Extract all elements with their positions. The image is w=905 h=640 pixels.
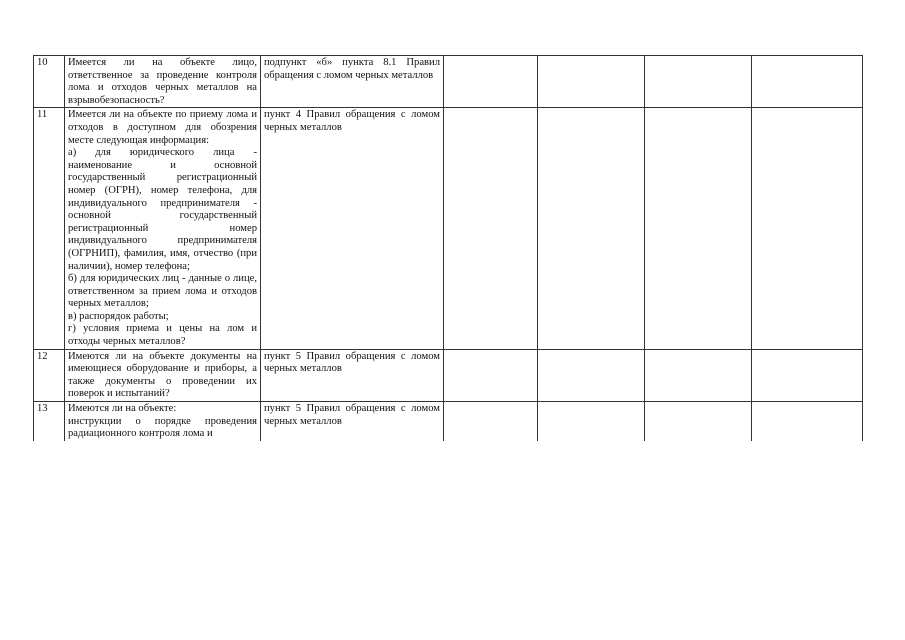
answer-cell-3 <box>645 108 752 349</box>
answer-cell-4 <box>752 349 863 401</box>
table-row <box>34 349 863 401</box>
reference-cell: пункт 5 Правил обращения с ломом черных металлов <box>261 349 444 401</box>
question-cell <box>65 56 261 108</box>
question-item-c: в) распорядок работы; <box>68 310 169 322</box>
question-text: Имеются ли на объекте документы на имеющиеся оборудование и приборы, а также документы о проведении их поверок и испытаний? <box>68 350 257 400</box>
reference-cell: пункт 4 Правил обращения с ломом черных металлов <box>261 108 444 349</box>
question-text: Имеется ли на объекте по приему лома и отходов в доступном для обозрения месте следующая информация: <box>68 109 257 146</box>
answer-cell-4 <box>752 402 863 441</box>
checklist-table <box>33 55 863 441</box>
answer-cell-3 <box>645 402 752 441</box>
answer-cell-2 <box>538 108 645 349</box>
question-text: Имеются ли на объекте: <box>68 403 177 415</box>
row-number: 10 <box>34 56 65 108</box>
answer-cell-1 <box>444 349 538 401</box>
table-row <box>34 108 863 349</box>
reference-cell: пункт 5 Правил обращения с ломом черных металлов <box>261 402 444 441</box>
row-number: 11 <box>34 108 65 349</box>
answer-cell-1 <box>444 402 538 441</box>
answer-cell-4 <box>752 108 863 349</box>
question-item-d: г) условия приема и цены на лом и отходы черных металлов? <box>68 323 257 348</box>
answer-cell-2 <box>538 402 645 441</box>
checklist-body <box>34 56 863 441</box>
answer-cell-4 <box>752 56 863 108</box>
answer-cell-2 <box>538 349 645 401</box>
question-cell <box>65 402 261 441</box>
question-item-b: б) для юридических лиц - данные о лице, ответственном за прием лома и отходов черных металлов; <box>68 273 257 310</box>
table-row <box>34 56 863 108</box>
answer-cell-2 <box>538 56 645 108</box>
question-cell <box>65 108 261 349</box>
answer-cell-1 <box>444 56 538 108</box>
answer-cell-1 <box>444 108 538 349</box>
question-text-continued: инструкции о порядке проведения радиационного контроля лома и <box>68 415 257 440</box>
answer-cell-3 <box>645 349 752 401</box>
table-row <box>34 402 863 441</box>
row-number: 13 <box>34 402 65 441</box>
question-item-a: а) для юридического лица - наименование и основной государственный регистрационный номер (ОГРН), номер телефона, для индивидуального предпринимателя - основной государственный регистрационный номер индивидуального предпринимателя (ОГРНИП), фамилия, имя, отчество (при наличии), номер телефона; <box>68 147 257 272</box>
answer-cell-3 <box>645 56 752 108</box>
question-text: Имеется ли на объекте лицо, ответственное за проведение контроля лома и отходов черных металлов на взрывобезопасность? <box>68 57 257 106</box>
question-cell <box>65 349 261 401</box>
row-number: 12 <box>34 349 65 401</box>
reference-cell: подпункт «б» пункта 8.1 Правил обращения с ломом черных металлов <box>261 56 444 108</box>
